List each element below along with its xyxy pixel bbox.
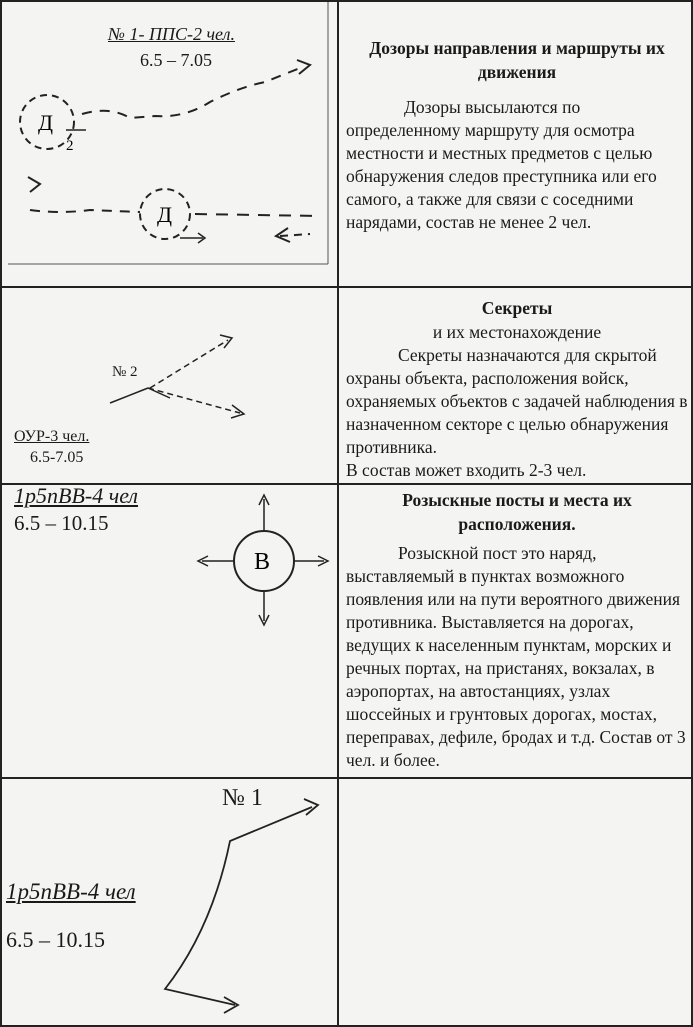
secret-ray-upper xyxy=(150,340,228,388)
arrow-left-2 xyxy=(28,177,40,192)
secret-heading-line1: Секреты xyxy=(481,298,553,318)
patrol-route-3 xyxy=(195,214,320,216)
secret-base-line xyxy=(110,388,148,403)
secret-label: № 2 xyxy=(112,364,138,380)
patrol-description: Дозоры высылаются по определенному маршруту для осмотра местности и местных предметов с целью обнаружения следов преступника или его самого, а также для связи с соседними нарядами, состав не менее 2 чел. xyxy=(346,97,657,232)
route-line xyxy=(165,807,312,1005)
route-label: № 1 xyxy=(222,785,263,811)
route-time: 6.5 – 10.15 xyxy=(6,927,105,952)
post-time: 6.5 – 10.15 xyxy=(14,511,109,535)
secret-caption: ОУР-3 чел. xyxy=(14,428,90,445)
row4-symbol-cell xyxy=(0,779,335,1025)
row2-symbol-cell xyxy=(0,288,335,483)
secret-time: 6.5-7.05 xyxy=(30,449,84,466)
patrol-route-1 xyxy=(82,68,300,118)
secret-ray-lower xyxy=(148,388,240,413)
patrol-heading: Дозоры направления и маршруты их движения xyxy=(369,38,665,82)
patrol-route-2 xyxy=(30,210,140,212)
row3-symbol-cell xyxy=(0,485,335,777)
route-caption: 1р5пВВ-4 чел xyxy=(6,879,136,904)
secret-description: Секреты назначаются для скрытой охраны объекта, расположения войск, охраняемых объектов с задачей наблюдения в назначенном секторе с целью обнаружения противника. xyxy=(346,345,688,457)
patrol-caption: № 1- ППС-2 чел. xyxy=(108,24,235,44)
row1-symbol-cell xyxy=(0,2,335,286)
row1-text-cell xyxy=(340,36,692,284)
patrol-route-diagram xyxy=(0,2,335,286)
post-caption: 1р5пВВ-4 чел xyxy=(14,485,139,508)
secret-heading-line2: и их местонахождение xyxy=(432,322,602,342)
secret-composition: В состав может входить 2-3 чел. xyxy=(346,460,587,480)
post-description: Розыскной пост это наряд, выставляемый в пунктах возможного появления или на пути вероятного движения противника. Выставляется на дорогах, ведущих к населенным пунктам, морских и речных портах, на пристанях, вокзалах, в аэропортах, на автостанциях, узлах шоссейных и грунтовых дорогах, мостах, переправах, дефиле, бродах и т.д. Состав от 3 чел. и более. xyxy=(346,543,686,770)
search-post-diagram xyxy=(0,485,335,777)
patrol-marker-num: 2 xyxy=(66,138,74,154)
post-heading: Розыскные посты и места их расположения. xyxy=(402,490,632,534)
row2-text-cell xyxy=(340,296,692,482)
patrol-marker-label-2: Д xyxy=(157,202,173,227)
arrow-head-1 xyxy=(297,60,310,74)
column-divider xyxy=(337,0,339,1027)
row4-text-cell xyxy=(340,780,692,1024)
row3-text-cell xyxy=(340,488,692,776)
patrol-marker-label-1: Д xyxy=(38,110,54,135)
patrol-time: 6.5 – 7.05 xyxy=(140,50,212,70)
secret-base-line-2 xyxy=(148,388,170,398)
post-marker-label: В xyxy=(254,549,271,575)
